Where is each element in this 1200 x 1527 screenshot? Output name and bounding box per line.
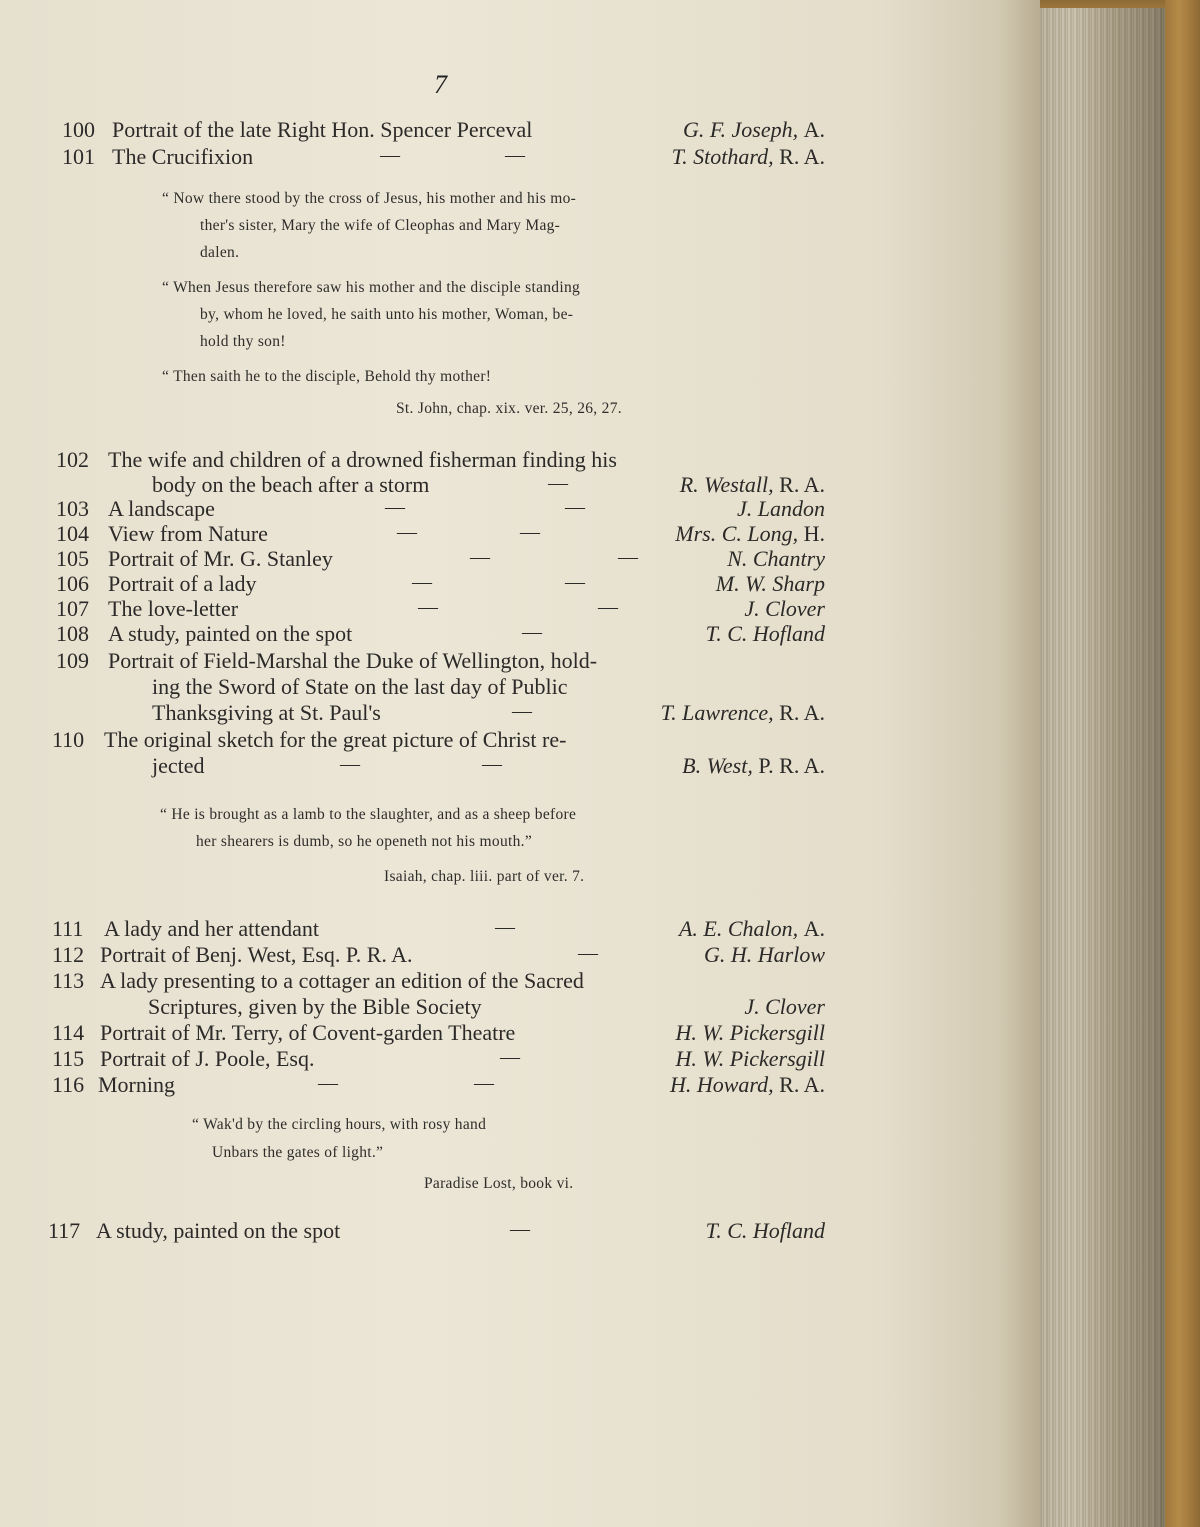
entry-number: 105 [56,546,89,571]
entry-artist: Mrs. C. Long, H. [675,521,825,546]
entry-title: The Crucifixion [112,144,254,169]
dash: — [397,521,417,543]
catalogue-entry [0,144,1000,174]
entry-title: Portrait of Field-Marshal the Duke of Wellington, hold- [108,648,598,673]
quote-line: “ Wak'd by the circling hours, with rosy hand [192,1116,487,1133]
entry-artist: R. Westall, R. A. [679,472,825,497]
dash: — [470,546,490,568]
quote-line: ther's sister, Mary the wife of Cleophas and Mary Mag- [200,217,561,234]
entry-artist: T. Lawrence, R. A. [660,700,825,725]
dash: — [474,1072,494,1094]
entry-artist: M. W. Sharp [715,571,825,596]
entry-number: 114 [52,1020,85,1045]
entry-number: 101 [62,144,95,169]
entry-number: 112 [52,942,85,967]
dash: — [578,942,598,964]
entry-title: Portrait of a lady [108,571,257,596]
entry-number: 106 [56,571,89,596]
quote-line: “ He is brought as a lamb to the slaughter, and as a sheep before [160,806,577,823]
dash: — [340,753,360,775]
entry-title: Portrait of Mr. G. Stanley [108,546,333,571]
catalogue-entry [0,1072,1000,1102]
catalogue-entry [0,117,1000,147]
quote-line: “ Now there stood by the cross of Jesus, his mother and his mo- [162,190,577,207]
entry-number: 116 [52,1072,85,1097]
entry-artist: B. West, P. R. A. [682,753,825,778]
dash: — [618,546,638,568]
entry-title: A landscape [108,496,215,521]
entry-title: A study, painted on the spot [108,621,353,646]
catalogue-entry-continuation [0,753,1000,783]
entry-title: A study, painted on the spot [96,1218,341,1243]
quote-line: Unbars the gates of light.” [212,1144,384,1161]
entry-artist: H. Howard, R. A. [669,1072,825,1097]
book-cover [1165,0,1200,1527]
entry-number: 111 [52,916,84,941]
dash: — [548,472,568,494]
entry-title-continuation: ing the Sword of State on the last day of Public [152,674,568,699]
entry-title: Portrait of Benj. West, Esq. P. R. A. [100,942,413,967]
catalogue-entry-continuation [0,700,1000,730]
entry-number: 109 [56,648,89,673]
entry-title-continuation: Scriptures, given by the Bible Society [148,994,482,1019]
quote-line: “ Then saith he to the disciple, Behold thy mother! [162,368,492,385]
entry-title-continuation: jected [152,753,205,778]
catalogue-entry [0,1218,1000,1248]
entry-title: Morning [98,1072,175,1097]
dash: — [500,1046,520,1068]
quote-citation: Isaiah, chap. liii. part of ver. 7. [384,868,585,885]
dash: — [510,1218,530,1240]
entry-number: 104 [56,521,89,546]
entry-number: 113 [52,968,85,993]
quote-line: dalen. [200,244,240,261]
entry-title: Portrait of J. Poole, Esq. [100,1046,315,1071]
entry-title: View from Nature [108,521,268,546]
entry-artist: T. C. Hofland [705,621,825,646]
dash: — [565,496,585,518]
quote-citation: St. John, chap. xix. ver. 25, 26, 27. [396,400,622,417]
entry-number: 102 [56,447,89,472]
entry-number: 117 [48,1218,81,1243]
entry-artist: T. Stothard, R. A. [671,144,825,169]
quote-line: hold thy son! [200,333,286,350]
entry-artist: H. W. Pickersgill [675,1046,825,1071]
dash: — [385,496,405,518]
entry-title: The love-letter [108,596,239,621]
entry-number: 108 [56,621,89,646]
dash: — [412,571,432,593]
dash: — [598,596,618,618]
entry-number: 115 [52,1046,85,1071]
entry-title: A lady and her attendant [104,916,320,941]
entry-title: Portrait of Mr. Terry, of Covent-garden Theatre [100,1020,516,1045]
dash: — [520,521,540,543]
entry-number: 110 [52,727,85,752]
catalogue-entry [0,621,1000,651]
dash: — [380,144,400,166]
entry-artist: J. Clover [744,994,825,1019]
dash: — [505,144,525,166]
entry-title-continuation: body on the beach after a storm [152,472,430,497]
dash: — [418,596,438,618]
entry-artist: J. Landon [737,496,825,521]
dash: — [565,571,585,593]
entry-title-continuation: Thanksgiving at St. Paul's [152,700,381,725]
entry-number: 107 [56,596,89,621]
page-number: 7 [434,70,447,99]
entry-artist: G. H. Harlow [703,942,825,967]
dash: — [495,916,515,938]
quote-citation: Paradise Lost, book vi. [424,1175,574,1192]
dash: — [482,753,502,775]
entry-artist: N. Chantry [727,546,825,571]
entry-number: 100 [62,117,95,142]
entry-artist: G. F. Joseph, A. [683,117,825,142]
entry-number: 103 [56,496,89,521]
entry-artist: T. C. Hofland [705,1218,825,1243]
entry-title: A lady presenting to a cottager an edition of the Sacred [100,968,584,993]
dash: — [522,621,542,643]
page-edges [1030,8,1171,1527]
entry-artist: J. Clover [744,596,825,621]
dash: — [318,1072,338,1094]
dash: — [512,700,532,722]
entry-title: The original sketch for the great picture of Christ re- [104,727,567,752]
entry-title: Portrait of the late Right Hon. Spencer Perceval [112,117,533,142]
quote-line: “ When Jesus therefore saw his mother and the disciple standing [162,279,581,296]
entry-artist: A. E. Chalon, A. [678,916,825,941]
entry-artist: H. W. Pickersgill [675,1020,825,1045]
entry-title: The wife and children of a drowned fisherman finding his [108,447,617,472]
quote-line: her shearers is dumb, so he openeth not his mouth.” [196,833,533,850]
quote-line: by, whom he loved, he saith unto his mother, Woman, be- [200,306,574,323]
